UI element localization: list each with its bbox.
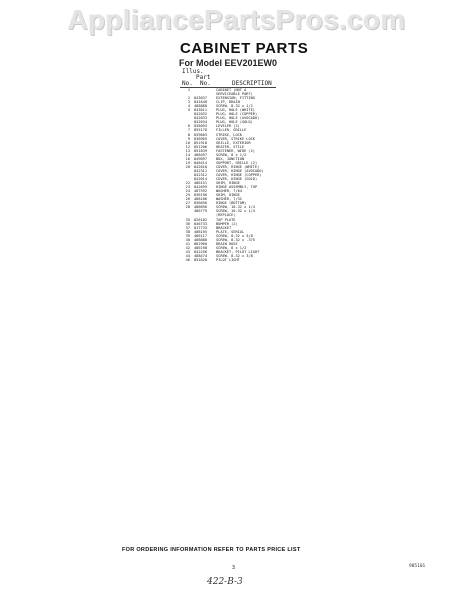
part-description: PILOT LIGHT: [216, 257, 240, 262]
part-description: COVER, STRIKE LOCK: [216, 136, 255, 141]
illus-number: 27: [185, 201, 190, 206]
part-number: 851620: [194, 257, 207, 262]
illus-number: 20: [185, 164, 190, 169]
part-description: GRILLE, EXTERIOR: [216, 140, 251, 145]
parts-row: [180, 258, 310, 262]
part-description: COVER, HINGE (COPPER): [216, 172, 262, 177]
page-number: 3: [232, 565, 236, 571]
part-number: 826182: [194, 217, 207, 222]
part-number: 486117: [194, 233, 207, 238]
illus-number: 39: [185, 233, 190, 238]
illus-number: 46: [185, 257, 190, 262]
illus-number: 1: [187, 88, 190, 92]
column-header-illus: Illus.: [182, 68, 204, 75]
part-number: 486198: [194, 245, 207, 250]
part-description: HINGE ASSEMBLY, TOP: [216, 185, 258, 190]
part-description: FASTENER, WIRE (2): [216, 148, 255, 153]
part-description: SERVICEABLE PART): [216, 92, 253, 97]
illus-number: 41: [185, 241, 190, 246]
part-number: 842311: [194, 168, 207, 173]
part-number: 488497: [194, 152, 207, 157]
part-description: BOX, JUNCTION: [216, 156, 245, 161]
part-description: SUPPORT, GRILLE (2): [216, 160, 258, 165]
part-number: 817733: [194, 225, 207, 230]
part-description: SCREW, 8-32 x 1/2: [216, 104, 253, 109]
part-description: DRAIN HOSE: [216, 241, 238, 246]
part-number: 836093: [194, 124, 207, 129]
part-description: PLUG, HOLE (AVOCADO): [216, 116, 260, 121]
part-number: 839603: [194, 132, 207, 137]
part-description: STRIKE, LOCK: [216, 132, 242, 137]
illus-number: 3: [187, 100, 190, 105]
part-number: 851918: [194, 140, 207, 145]
part-number: 843011: [194, 108, 207, 113]
part-description: COVER, HINGE (GOLD): [216, 177, 258, 182]
part-number: 842659: [194, 185, 207, 190]
part-description: PLUG, HOLE (COPPER): [216, 112, 258, 117]
illus-number: 12: [185, 144, 190, 149]
illus-number: 10: [185, 140, 190, 145]
illus-number: 44: [185, 253, 190, 258]
part-number: 841648: [194, 100, 207, 105]
part-number: 846733: [194, 221, 207, 226]
illus-number: 14: [185, 152, 190, 157]
model-subtitle: For Model EEV201EW0: [179, 58, 278, 68]
part-description: SCREW, 8-32 x 3/8: [216, 233, 253, 238]
part-number: 488880: [194, 237, 207, 242]
part-number: 843037: [194, 96, 207, 101]
illus-number: 36: [185, 221, 190, 226]
part-description: LEVELER (2): [216, 124, 240, 129]
illus-number: 4: [187, 104, 190, 109]
part-description: SCREW, 10-32 x 1/4: [216, 205, 255, 210]
part-description: (REPLACE): [216, 213, 236, 218]
part-description: COVER, HINGE (AVOCADO): [216, 168, 264, 173]
part-description: PLUG, HOLE (WHITE): [216, 108, 255, 113]
illus-number: 35: [185, 217, 190, 222]
illus-number: 25: [185, 193, 190, 198]
illus-number: 37: [185, 225, 190, 230]
part-number: 486779: [194, 209, 207, 214]
illus-number: 8: [187, 132, 190, 137]
column-header-part: Part: [196, 74, 211, 81]
illus-number: 38: [185, 229, 190, 234]
part-number: 486151: [194, 181, 207, 186]
part-number: 842034: [194, 120, 207, 125]
handwritten-reference: 422-B-3: [207, 577, 243, 587]
part-description: CABINET (NOT A: [216, 88, 247, 92]
part-description: SCREW, 8-32 x 3/8: [216, 253, 253, 258]
column-header-part-no: No.: [200, 80, 211, 87]
part-description: SCREW, 10-32 x 1/4: [216, 209, 255, 214]
part-number: 855178: [194, 128, 207, 133]
part-description: COVER, HINGE (WHITE): [216, 164, 260, 169]
illus-number: 5: [187, 108, 190, 113]
ordering-note: FOR ORDERING INFORMATION REFER TO PARTS PRICE LIST: [122, 547, 301, 553]
illus-number: 9: [187, 136, 190, 141]
part-number: 862960: [194, 241, 207, 246]
part-description: EXTENSION, FITTING: [216, 96, 255, 101]
part-description: TAP PLATE: [216, 217, 236, 222]
illus-number: 2: [187, 96, 190, 101]
part-number: 487592: [194, 189, 207, 194]
column-header-description: DESCRIPTION: [232, 80, 272, 87]
part-number: 851206: [194, 144, 207, 149]
parts-list: [180, 88, 310, 262]
part-description: BRACKET: [216, 225, 232, 230]
part-number: 486890: [194, 205, 207, 210]
watermark-logo: AppliancePartsPros.com: [67, 4, 406, 35]
part-description: CLIP, DRAIN: [216, 100, 240, 105]
part-description: PLATE, SERIAL: [216, 229, 245, 234]
part-description: SHIM, HINGE: [216, 181, 240, 186]
illus-number: 16: [185, 156, 190, 161]
illus-number: 42: [185, 245, 190, 250]
illus-number: 40: [185, 237, 190, 242]
part-number: 842032: [194, 112, 207, 117]
part-description: SCREW, 8-32 x .375: [216, 237, 255, 242]
part-number: 846414: [194, 160, 207, 165]
part-number: 849097: [194, 156, 207, 161]
part-number: 842312: [194, 172, 207, 177]
part-description: HINGE (BOTTOM): [216, 201, 247, 206]
illus-number: 22: [185, 181, 190, 186]
part-description: SCREW, 8 x 1/2: [216, 152, 247, 157]
illus-number: 13: [185, 148, 190, 153]
part-description: FILLER, GRILLE: [216, 128, 247, 133]
page-title: CABINET PARTS: [180, 40, 309, 57]
part-number: 408195: [194, 229, 207, 234]
illus-number: 24: [185, 189, 190, 194]
illus-number: 23: [185, 185, 190, 190]
part-description: BRACKET, PILOT LIGHT: [216, 249, 260, 254]
illus-number: 7: [187, 128, 190, 133]
part-number: 488474: [194, 253, 207, 258]
part-number: 488186: [194, 197, 207, 202]
part-description: SCREW, 8 x 1/2: [216, 245, 247, 250]
illus-number: 43: [185, 249, 190, 254]
part-number: 836965: [194, 136, 207, 141]
part-number: 842033: [194, 116, 207, 121]
part-number: 488880: [194, 104, 207, 109]
part-number: 851839: [194, 148, 207, 153]
part-description: SHIM, HINGE: [216, 193, 240, 198]
illus-number: 28: [185, 205, 190, 210]
part-number: 842014: [194, 177, 207, 182]
illus-number: 19: [185, 160, 190, 165]
part-description: HEATER, STILE: [216, 144, 245, 149]
part-description: WASHER, 7/64: [216, 189, 242, 194]
part-number: 836196: [194, 193, 207, 198]
part-description: BUMPER (2): [216, 221, 238, 226]
part-description: PLUG, HOLE (GOLD): [216, 120, 253, 125]
part-number: 836656: [194, 201, 207, 206]
part-number: 842010: [194, 164, 207, 169]
illus-number: 26: [185, 197, 190, 202]
document-code: 985101: [409, 564, 426, 569]
part-number: 842256: [194, 249, 207, 254]
column-header-illus-no: No.: [182, 80, 193, 87]
part-description: WASHER, 7/32: [216, 197, 242, 202]
illus-number: 6: [187, 124, 190, 129]
